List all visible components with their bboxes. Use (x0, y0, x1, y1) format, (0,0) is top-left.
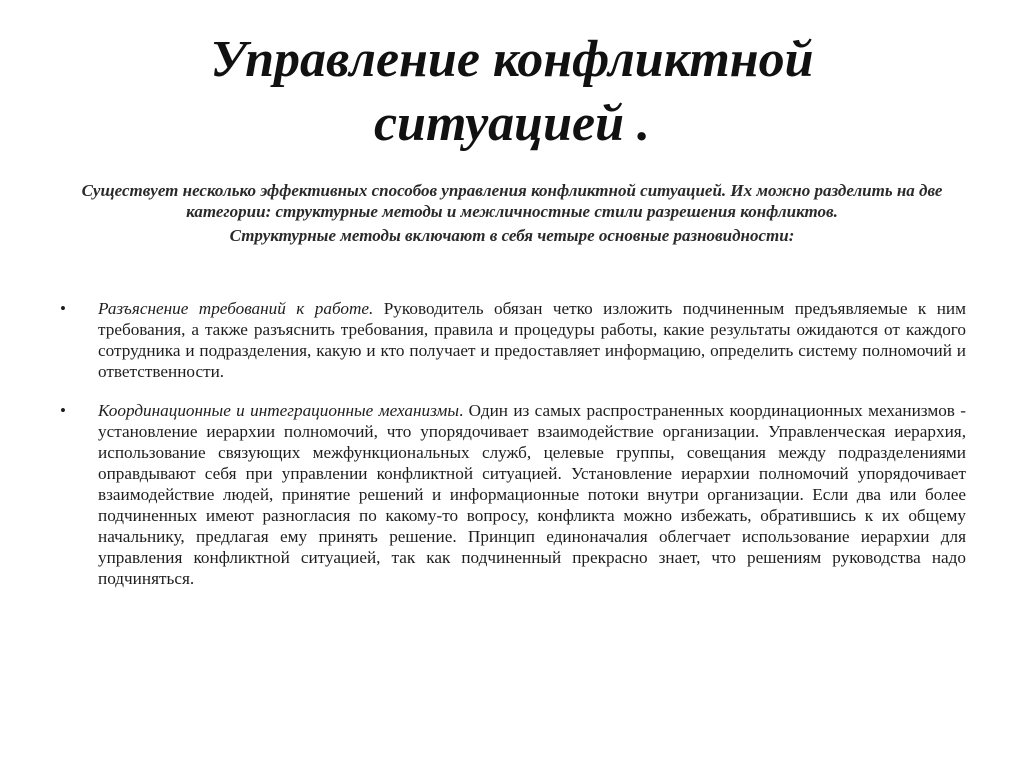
item-text: Руководитель обязан четко изложить подчиненным предъявляемые к ним требования, а также разъяснить требования, правила и процедуры работы, какие результаты ожидаются от каждого сотрудника и подразделения, какую и кто получает и предоставляет информацию, определить систему полномочий и ответственности. (98, 299, 966, 381)
title-line-1: Управление конфликтной (210, 31, 814, 88)
item-term: Разъяснение требований к работе. (98, 299, 374, 318)
item-text: . Один из самых распространенных координационных механизмов - установление иерархии полномочий, что упорядочивает взаимодействие организации. Управленческая иерархия, использование связующих межфункциональных служб, целевые группы, совещания между подразделениями оправдывают себя при управлении конфликтной ситуацией. Установление иерархии полномочий упорядочивает взаимодействие людей, принятие решений и информационные потоки внутри организации. Если два или более подчиненных имеют разногласия по какому-то вопросу, конфликта можно избежать, обратившись к их общему начальнику, предлагая ему принять решение. Принцип единоначалия облегчает использование иерархии для управления конфликтной ситуацией, так как подчиненный прекрасно знает, что решениям руководства надо подчиняться. (98, 401, 966, 588)
page-title (0, 28, 1024, 156)
title-line-2: ситуацией . (373, 95, 651, 152)
item-term: Координационные и интеграционные механизмы (98, 401, 459, 420)
intro-paragraph: Существует несколько эффективных способов управления конфликтной ситуацией. Их можно разделить на две категории: структурные методы и межличностные стили разрешения конфликтов. (81, 181, 943, 221)
intro-block (80, 180, 944, 246)
list-item (56, 298, 966, 382)
methods-list (56, 298, 966, 589)
bullet-icon: • (60, 401, 66, 420)
list-item (56, 400, 966, 589)
intro-subheading: Структурные методы включают в себя четыре основные разновидности: (229, 226, 795, 245)
bullet-icon: • (60, 299, 66, 318)
